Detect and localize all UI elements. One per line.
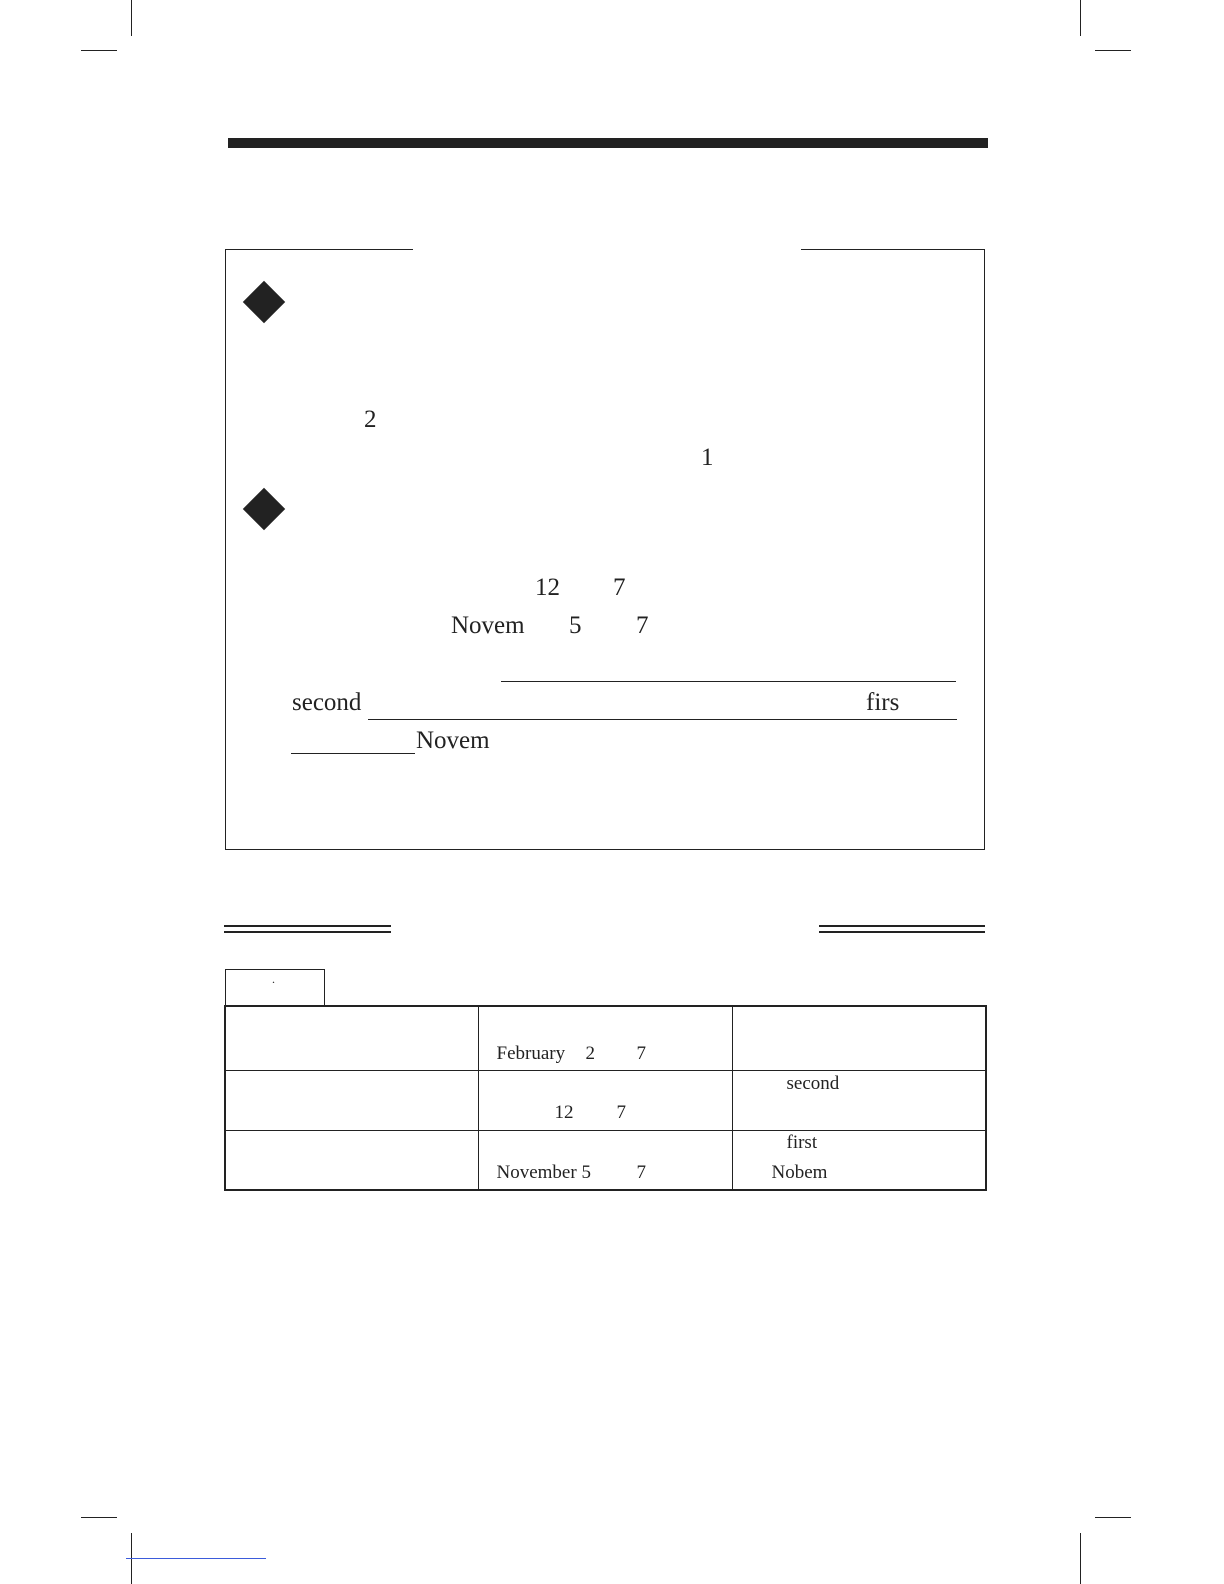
cell-text: Nobem: [771, 1161, 828, 1183]
cell-text: 2: [585, 1043, 595, 1064]
box-word: firs: [866, 689, 900, 716]
crop-mark-bottom-left-horizontal: [81, 1517, 117, 1518]
box-word: second: [292, 689, 362, 716]
table-cell: [732, 1070, 986, 1130]
section-rule-right: [819, 925, 985, 927]
header-rule: [228, 138, 988, 148]
box-number: 7: [613, 574, 626, 601]
cell-text: February: [496, 1043, 566, 1064]
cell-text: November 5: [496, 1161, 591, 1183]
cell-text: first: [786, 1131, 818, 1153]
table-cell: [478, 1006, 732, 1070]
crop-mark-top-left-vertical: [131, 0, 132, 36]
table-cell: [225, 1006, 478, 1070]
crop-mark-top-left-horizontal: [81, 50, 117, 51]
section-rule-right: [819, 931, 985, 933]
table-row: [225, 1006, 986, 1070]
table-row: [225, 1070, 986, 1130]
cell-text: 7: [636, 1161, 646, 1183]
table-cell: [732, 1006, 986, 1070]
crop-mark-top-right-vertical: [1080, 0, 1081, 36]
table-caption-tab: [225, 969, 325, 1006]
box-number: 7: [636, 612, 649, 639]
crop-mark-bottom-right-horizontal: [1095, 1517, 1131, 1518]
box-number: 1: [701, 444, 714, 471]
cell-text: 7: [616, 1101, 626, 1123]
box-number: 2: [364, 406, 377, 433]
box-month: Novem: [416, 727, 490, 754]
table-cell: [478, 1070, 732, 1130]
box-number: 5: [569, 612, 582, 639]
tab-label: .: [272, 972, 275, 986]
fill-in-blank-line: [501, 681, 956, 682]
info-box: [225, 249, 985, 850]
table-row: [225, 1130, 986, 1190]
fill-in-blank-line: [291, 753, 415, 754]
fill-in-blank-line: [368, 719, 957, 720]
crop-mark-bottom-right-vertical: [1080, 1533, 1081, 1584]
schedule-table: [224, 1005, 987, 1191]
cell-text: 7: [636, 1043, 646, 1064]
bottom-left-blue-rule: [126, 1558, 266, 1559]
table-cell: [478, 1130, 732, 1190]
info-box-title-gap: [413, 245, 801, 253]
box-month: Novem: [451, 612, 525, 639]
cell-text: 12: [554, 1101, 574, 1123]
section-rule-left: [224, 931, 391, 933]
table-cell: [732, 1130, 986, 1190]
table-cell: [225, 1070, 478, 1130]
crop-mark-top-right-horizontal: [1095, 50, 1131, 51]
box-number: 12: [535, 574, 560, 601]
section-rule-left: [224, 925, 391, 927]
table-cell: [225, 1130, 478, 1190]
cell-text: second: [786, 1072, 840, 1094]
